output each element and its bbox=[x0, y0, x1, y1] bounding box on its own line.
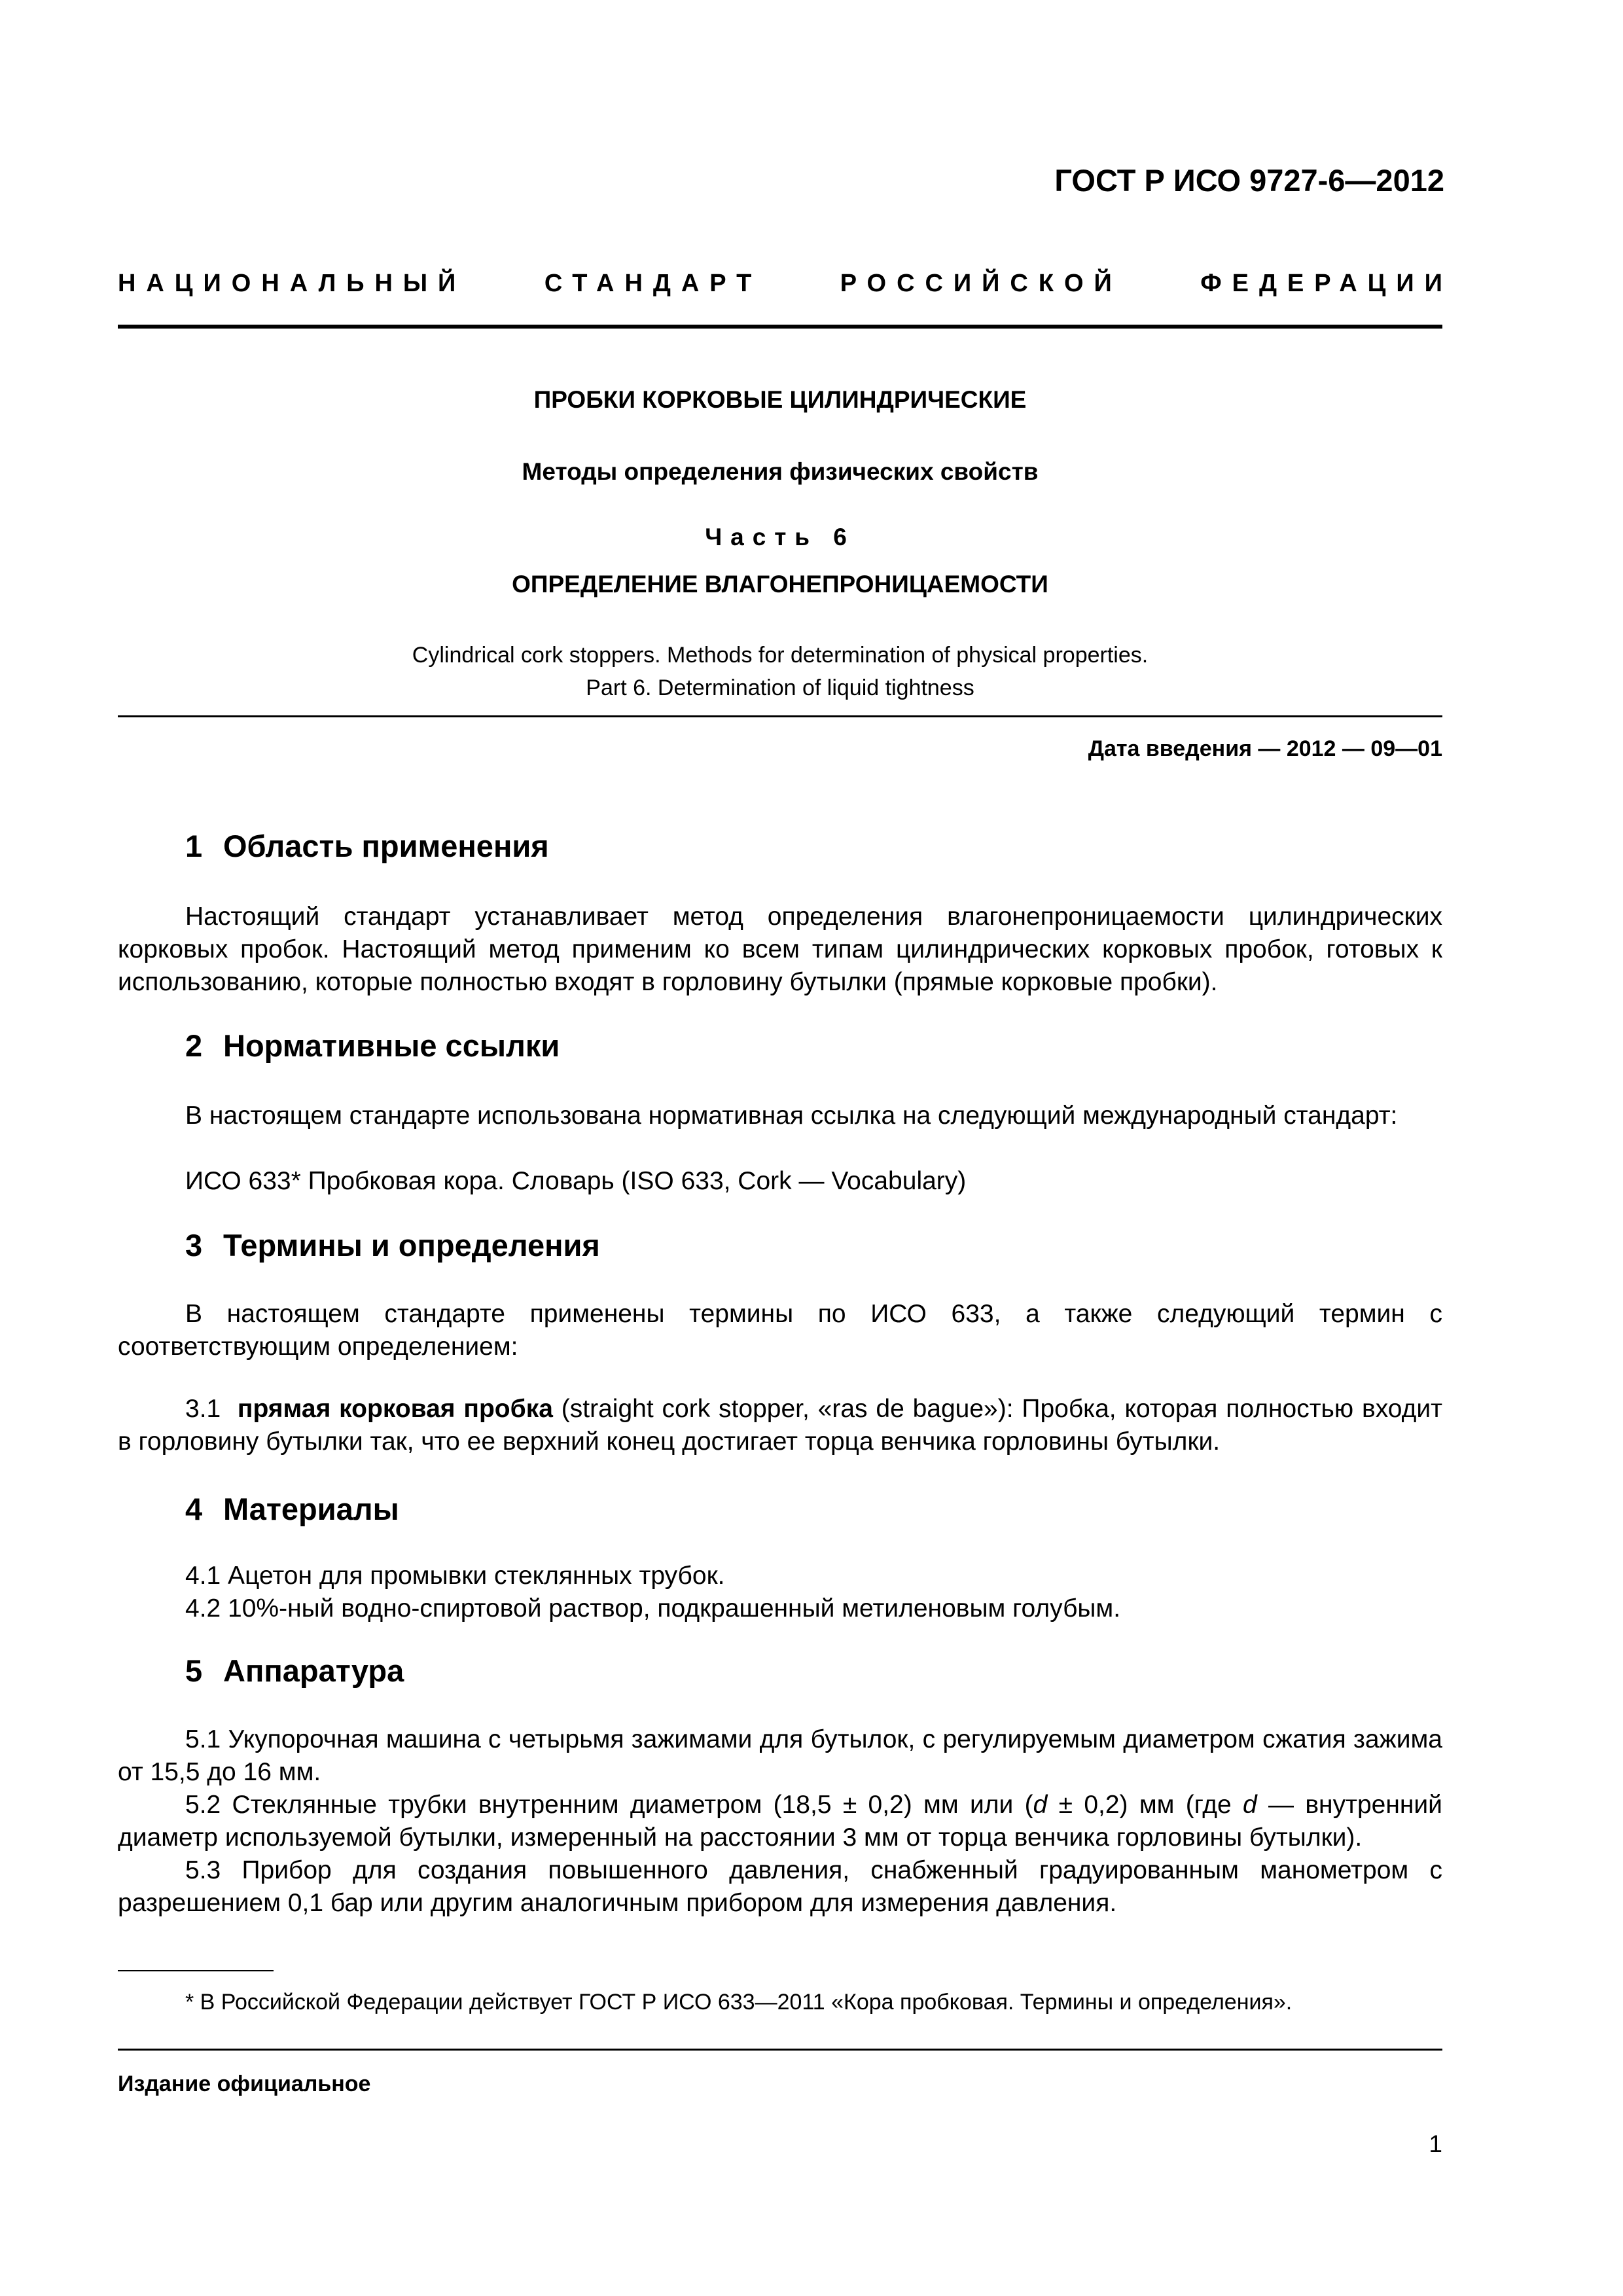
english-title-line: Part 6. Determination of liquid tightness bbox=[586, 675, 974, 700]
section-paragraph: В настоящем стандарте применены термины по ИСО 633, а также следующий термин с соответствующим определением: bbox=[118, 1300, 1442, 1361]
national-standard-word: НАЦИОНАЛЬНЫЙ bbox=[118, 270, 467, 297]
part-label: Часть 6 bbox=[705, 524, 855, 550]
section-number: 3 bbox=[185, 1228, 203, 1263]
section-heading bbox=[185, 1653, 404, 1689]
footnote-separator bbox=[118, 1970, 274, 1971]
section-title: Материалы bbox=[223, 1492, 399, 1526]
page-number: 1 bbox=[1429, 2130, 1442, 2157]
item-text: — внутренний диаметр используемой бутылки, измеренный на расстоянии 3 мм от торца венчика горловины бутылки). bbox=[118, 1791, 1442, 1852]
section-paragraph: Настоящий стандарт устанавливает метод определения влагонепроницаемости цилиндрических корковых пробок. Настоящий метод применим ко всем типам цилиндрических корковых пробок, готовых к использованию, которые полностью входят в горловину бутылки (прямые корковые пробки). bbox=[118, 903, 1442, 996]
section-number: 4 bbox=[185, 1492, 203, 1526]
section-heading bbox=[185, 828, 549, 864]
footnote: * В Российской Федерации действует ГОСТ Р ИСО 633—2011 «Кора пробковая. Термины и определения». bbox=[185, 1990, 1293, 2015]
english-title-line: Cylindrical cork stoppers. Methods for determination of physical properties. bbox=[412, 643, 1149, 668]
section-number: 2 bbox=[185, 1028, 203, 1063]
definition-number: 3.1 bbox=[185, 1395, 221, 1423]
national-standard-word: ФЕДЕРАЦИИ bbox=[1200, 270, 1453, 297]
section-title: Аппаратура bbox=[223, 1653, 404, 1688]
header-rule bbox=[118, 325, 1442, 329]
standard-subtitle: Методы определения физических свойств bbox=[522, 458, 1039, 485]
term-definition bbox=[118, 1393, 1442, 1458]
standard-title: ПРОБКИ КОРКОВЫЕ ЦИЛИНДРИЧЕСКИЕ bbox=[533, 386, 1027, 413]
national-standard-heading bbox=[118, 270, 1453, 298]
item-text: 5.2 Стеклянные трубки внутренним диаметром (18,5 ± 0,2) мм или ( bbox=[185, 1791, 1033, 1819]
section-heading bbox=[185, 1227, 600, 1263]
variable-d: d bbox=[1243, 1791, 1257, 1819]
list-item bbox=[118, 1789, 1442, 1854]
section-paragraph: В настоящем стандарте использована нормативная ссылка на следующий международный стандарт: bbox=[185, 1102, 1398, 1130]
list-item: 4.2 10%-ный водно-спиртовой раствор, подкрашенный метиленовым голубым. bbox=[185, 1594, 1121, 1623]
english-title bbox=[118, 639, 1442, 704]
section-heading bbox=[185, 1028, 560, 1064]
national-standard-word: РОССИЙСКОЙ bbox=[840, 270, 1122, 297]
edition-label: Издание официальное bbox=[118, 2072, 371, 2096]
variable-d: d bbox=[1033, 1791, 1048, 1819]
document-code: ГОСТ Р ИСО 9727-6—2012 bbox=[1054, 163, 1444, 198]
title-rule bbox=[118, 715, 1442, 717]
list-item: 5.3 Прибор для создания повышенного давления, снабженный градуированным манометром с разрешением 0,1 бар или другим аналогичным прибором для измерения давления. bbox=[118, 1856, 1442, 1917]
item-text: ± 0,2) мм (где bbox=[1047, 1791, 1243, 1819]
section-heading bbox=[185, 1491, 399, 1527]
definition-text: (straight cork stopper, «ras de bague»): Пробка, которая полностью входит в горловину бутылки так, что ее верхний конец достигает торца венчика горловины бутылки. bbox=[118, 1395, 1442, 1456]
section-title: Нормативные ссылки bbox=[223, 1028, 560, 1063]
national-standard-word: СТАНДАРТ bbox=[544, 270, 762, 297]
defined-term: прямая корковая пробка bbox=[237, 1395, 553, 1423]
section-title: Область применения bbox=[223, 829, 549, 863]
introduction-date: Дата введения — 2012 — 09—01 bbox=[1088, 736, 1442, 761]
normative-reference: ИСО 633* Пробковая кора. Словарь (ISO 633, Cork — Vocabulary) bbox=[185, 1167, 967, 1195]
part-title: ОПРЕДЕЛЕНИЕ ВЛАГОНЕПРОНИЦАЕМОСТИ bbox=[512, 571, 1048, 598]
footer-rule bbox=[118, 2049, 1442, 2051]
list-item: 4.1 Ацетон для промывки стеклянных трубок. bbox=[185, 1562, 725, 1590]
section-number: 5 bbox=[185, 1653, 203, 1688]
section-title: Термины и определения bbox=[223, 1228, 600, 1263]
section-number: 1 bbox=[185, 829, 203, 863]
list-item: 5.1 Укупорочная машина с четырьмя зажимами для бутылок, с регулируемым диаметром сжатия зажима от 15,5 до 16 мм. bbox=[118, 1725, 1442, 1786]
